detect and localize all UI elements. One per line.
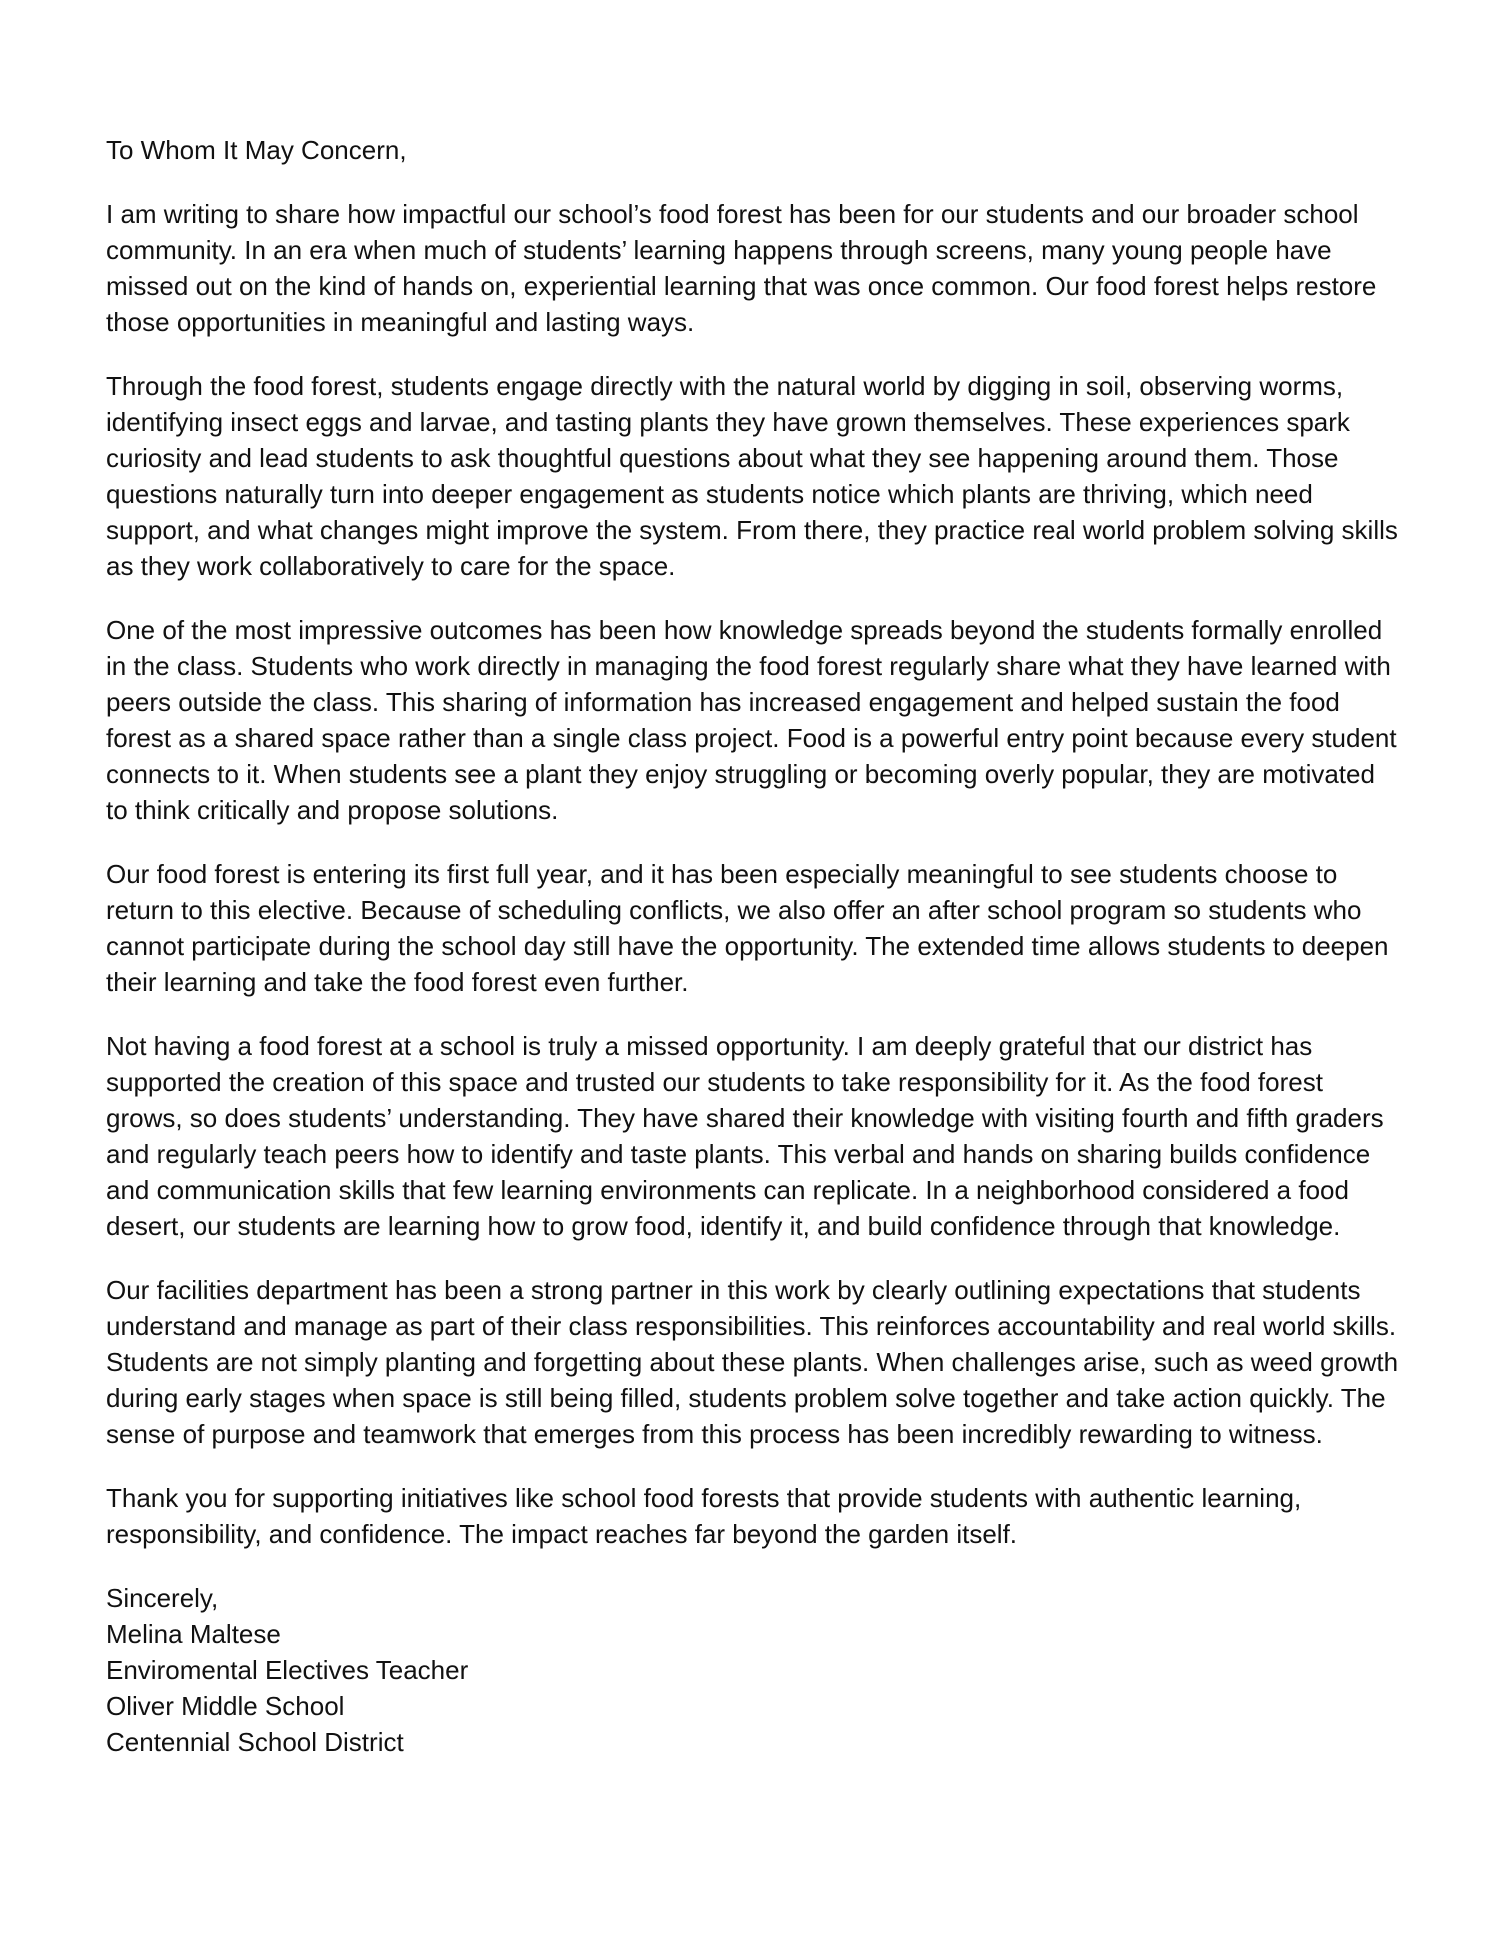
signature-school: Oliver Middle School bbox=[106, 1691, 345, 1721]
paragraph-first-year: Our food forest is entering its first full year, and it has been especially meaningful to see students choose to return to this elective. Because of scheduling conflicts, we also offer an after school program so students who cannot participate during the school day still have the opportunity. The extended time allows students to deepen their learning and take the food forest even further. bbox=[106, 859, 1389, 997]
signature-district: Centennial School District bbox=[106, 1727, 404, 1757]
paragraph-gratitude: Not having a food forest at a school is truly a missed opportunity. I am deeply grateful that our district has supported the creation of this space and trusted our students to take responsibility for it. As the food forest grows, so does students’ understanding. They have shared their knowledge with visiting fourth and fifth graders and regularly teach peers how to identify and taste plants. This verbal and hands on sharing builds confidence and communication skills that few learning environments can replicate. In a neighborhood considered a food desert, our students are learning how to grow food, identify it, and build confidence through that knowledge. bbox=[106, 1031, 1384, 1241]
letter-body bbox=[106, 132, 1400, 1760]
closing-block bbox=[106, 1580, 1400, 1760]
paragraph-engagement: Through the food forest, students engage directly with the natural world by digging in soil, observing worms, identifying insect eggs and larvae, and tasting plants they have grown themselves. These experiences spark curiosity and lead students to ask thoughtful questions about what they see happening around them. Those questions naturally turn into deeper engagement as students notice which plants are thriving, which need support, and what changes might improve the system. From there, they practice real world problem solving skills as they work collaboratively to care for the space. bbox=[106, 371, 1398, 581]
paragraph-facilities: Our facilities department has been a strong partner in this work by clearly outlining expectations that students understand and manage as part of their class responsibilities. This reinforces accountability and real world skills. Students are not simply planting and forgetting about these plants. When challenges arise, such as weed growth during early stages when space is still being filled, students problem solve together and take action quickly. The sense of purpose and teamwork that emerges from this process has been incredibly rewarding to witness. bbox=[106, 1275, 1399, 1449]
paragraph-intro: I am writing to share how impactful our school’s food forest has been for our students and our broader school community. In an era when much of students’ learning happens through screens, many young people have missed out on the kind of hands on, experiential learning that was once common. Our food forest helps restore those opportunities in meaningful and lasting ways. bbox=[106, 199, 1377, 337]
signature-title: Enviromental Electives Teacher bbox=[106, 1655, 469, 1685]
closing-word: Sincerely, bbox=[106, 1583, 219, 1613]
signature-name: Melina Maltese bbox=[106, 1619, 281, 1649]
salutation: To Whom It May Concern, bbox=[106, 135, 407, 165]
paragraph-thanks: Thank you for supporting initiatives like school food forests that provide students with authentic learning, responsibility, and confidence. The impact reaches far beyond the garden itself. bbox=[106, 1483, 1302, 1549]
paragraph-knowledge-sharing: One of the most impressive outcomes has been how knowledge spreads beyond the students formally enrolled in the class. Students who work directly in managing the food forest regularly share what they have learned with peers outside the class. This sharing of information has increased engagement and helped sustain the food forest as a shared space rather than a single class project. Food is a powerful entry point because every student connects to it. When students see a plant they enjoy struggling or becoming overly popular, they are motivated to think critically and propose solutions. bbox=[106, 615, 1397, 825]
